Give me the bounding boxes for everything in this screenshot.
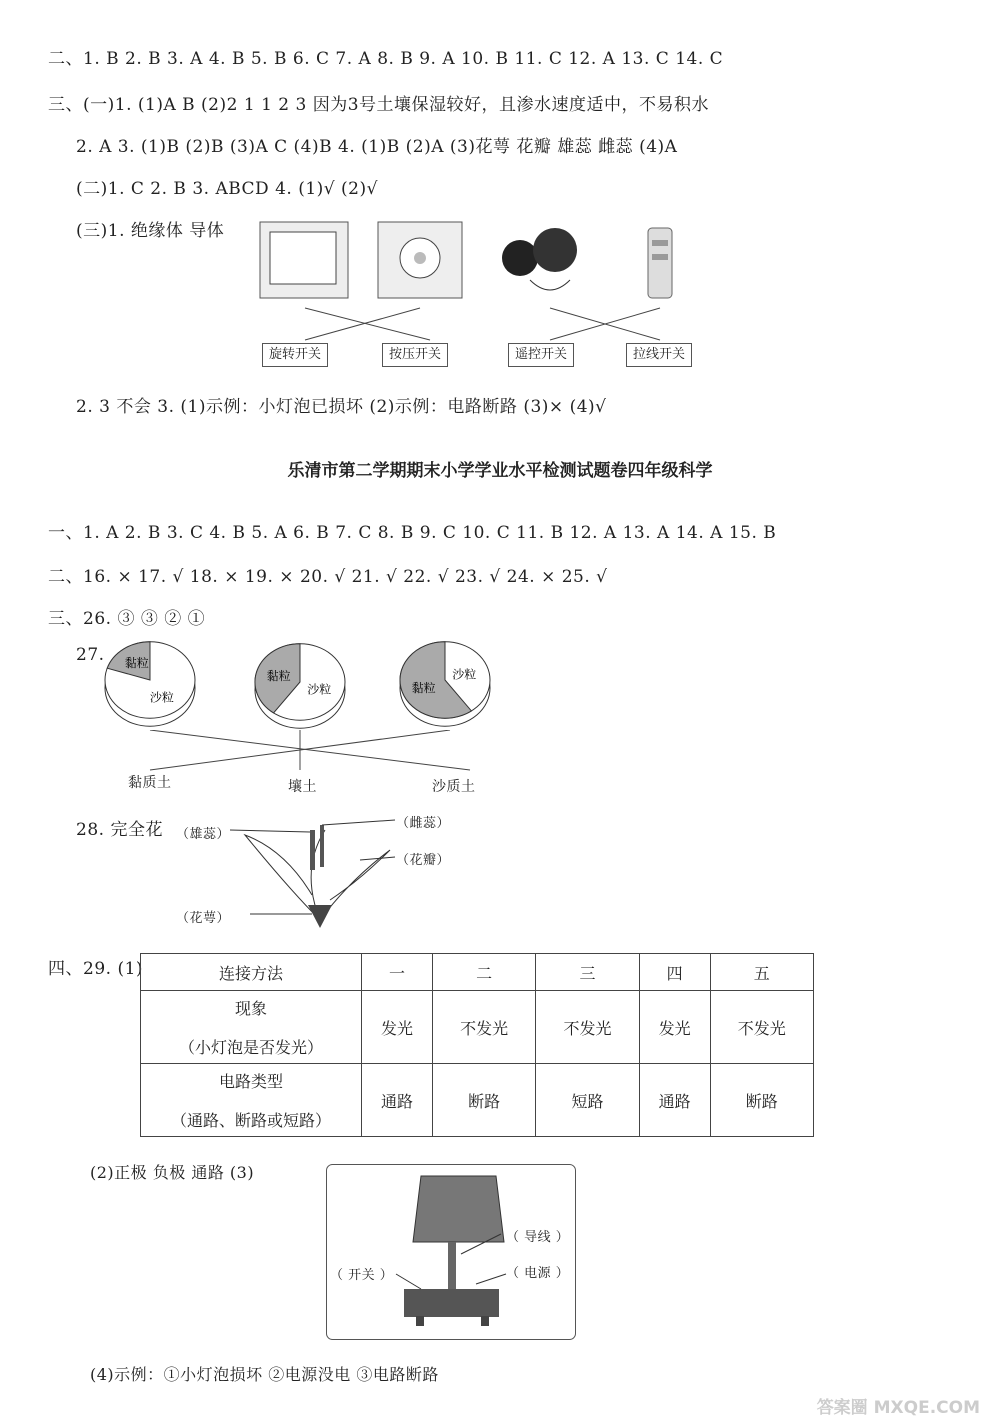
table-cell: 不发光 bbox=[432, 991, 535, 1064]
table-header: 三 bbox=[536, 954, 639, 991]
circuit-results-table bbox=[140, 953, 814, 1137]
answer-line: 二、1. B 2. B 3. A 4. B 5. B 6. C 7. A 8. B 9. A 10. B 11. C 12. A 13. C 14. C bbox=[48, 49, 724, 69]
switch-photo-4 bbox=[648, 228, 672, 298]
table-header: 五 bbox=[710, 954, 813, 991]
table-cell: 短路 bbox=[536, 1064, 639, 1137]
answer-line: (4)示例：①小灯泡损坏 ②电源没电 ③电路断路 bbox=[90, 1365, 439, 1384]
answer-line: 三、(一)1. (1)A B (2)2 1 1 2 3 因为3号土壤保湿较好，且渗水速度适中，不易积水 bbox=[48, 95, 710, 115]
lamp-label-battery: （ 电源 ） bbox=[506, 1266, 570, 1281]
row-label: 现象 （小灯泡是否发光） bbox=[141, 991, 362, 1064]
lamp-label-switch: （ 开关 ） bbox=[330, 1268, 394, 1283]
table-cell: 发光 bbox=[362, 991, 433, 1064]
soil-type-label: 沙质土 bbox=[432, 779, 476, 795]
flower-label-sepal: （花萼） bbox=[176, 911, 231, 926]
soil-pie bbox=[255, 644, 345, 729]
table-header: 二 bbox=[432, 954, 535, 991]
flower-label-stamen: （雄蕊） bbox=[176, 827, 231, 842]
switch-photo-1 bbox=[260, 222, 348, 298]
pie-label-clay: 黏粒 bbox=[411, 680, 436, 695]
table-cell: 断路 bbox=[710, 1064, 813, 1137]
answer-line: (二)1. C 2. B 3. ABCD 4. (1)√ (2)√ bbox=[76, 179, 378, 199]
table-row bbox=[141, 1064, 814, 1137]
answer-line: 二、16. × 17. √ 18. × 19. × 20. √ 21. √ 22. √ 23. √ 24. × 25. √ bbox=[48, 567, 608, 587]
table-cell: 通路 bbox=[362, 1064, 433, 1137]
pie-label-sand: 沙粒 bbox=[307, 682, 332, 697]
switch-label: 旋转开关 bbox=[262, 343, 328, 367]
table-cell: 不发光 bbox=[710, 991, 813, 1064]
table-cell: 不发光 bbox=[536, 991, 639, 1064]
pie-label-sand: 沙粒 bbox=[149, 690, 174, 705]
table-cell: 断路 bbox=[432, 1064, 535, 1137]
exam-title: 乐清市第二学期期末小学学业水平检测试题卷四年级科学 bbox=[287, 461, 713, 481]
soil-pie bbox=[400, 642, 490, 727]
switch-photo-3 bbox=[502, 228, 577, 290]
switch-photo-2 bbox=[378, 222, 462, 298]
answer-line: (三)1. 绝缘体 导体 bbox=[76, 221, 225, 241]
lamp-label-wire: （ 导线 ） bbox=[506, 1230, 570, 1245]
question-number: 27. bbox=[76, 645, 105, 665]
pie-label-clay: 黏粒 bbox=[266, 669, 291, 684]
table-header: 四 bbox=[639, 954, 710, 991]
switch-label: 拉线开关 bbox=[626, 343, 692, 367]
answer-line: 三、26. ③ ③ ② ① bbox=[48, 609, 206, 629]
soil-pie bbox=[105, 642, 195, 727]
table-header: 一 bbox=[362, 954, 433, 991]
table-cell: 通路 bbox=[639, 1064, 710, 1137]
answer-line: 2. A 3. (1)B (2)B (3)A C (4)B 4. (1)B (2)A (3)花萼 花瓣 雄蕊 雌蕊 (4)A bbox=[76, 137, 678, 157]
row-label: 电路类型 （通路、断路或短路） bbox=[141, 1064, 362, 1137]
table-cell: 发光 bbox=[639, 991, 710, 1064]
flower-label-petal: （花瓣） bbox=[396, 853, 451, 868]
switch-label: 遥控开关 bbox=[508, 343, 574, 367]
pie-label-clay: 黏粒 bbox=[124, 655, 149, 670]
table-header: 连接方法 bbox=[141, 954, 362, 991]
question-text: 28. 完全花 bbox=[76, 820, 163, 840]
table-row bbox=[141, 991, 814, 1064]
flower-label-pistil: （雌蕊） bbox=[396, 816, 451, 831]
soil-type-label: 黏质土 bbox=[128, 775, 172, 791]
flower-diagram bbox=[230, 810, 410, 935]
pie-label-sand: 沙粒 bbox=[452, 667, 477, 682]
answer-line: (2)正极 负极 通路 (3) bbox=[90, 1163, 255, 1182]
watermark: 答案圈 MXQE.COM bbox=[816, 1398, 980, 1418]
soil-type-label: 壤土 bbox=[288, 779, 317, 795]
lamp-figure bbox=[326, 1164, 576, 1340]
answer-line: 一、1. A 2. B 3. C 4. B 5. A 6. B 7. C 8. B 9. C 10. C 11. B 12. A 13. A 14. A 15. B bbox=[48, 523, 777, 543]
soil-match-lines bbox=[120, 730, 500, 775]
switch-label: 按压开关 bbox=[382, 343, 448, 367]
answer-line: 2. 3 不会 3. (1)示例：小灯泡已损坏 (2)示例：电路断路 (3)× (4)√ bbox=[76, 397, 607, 417]
question-number: 四、29. (1) bbox=[48, 959, 144, 979]
